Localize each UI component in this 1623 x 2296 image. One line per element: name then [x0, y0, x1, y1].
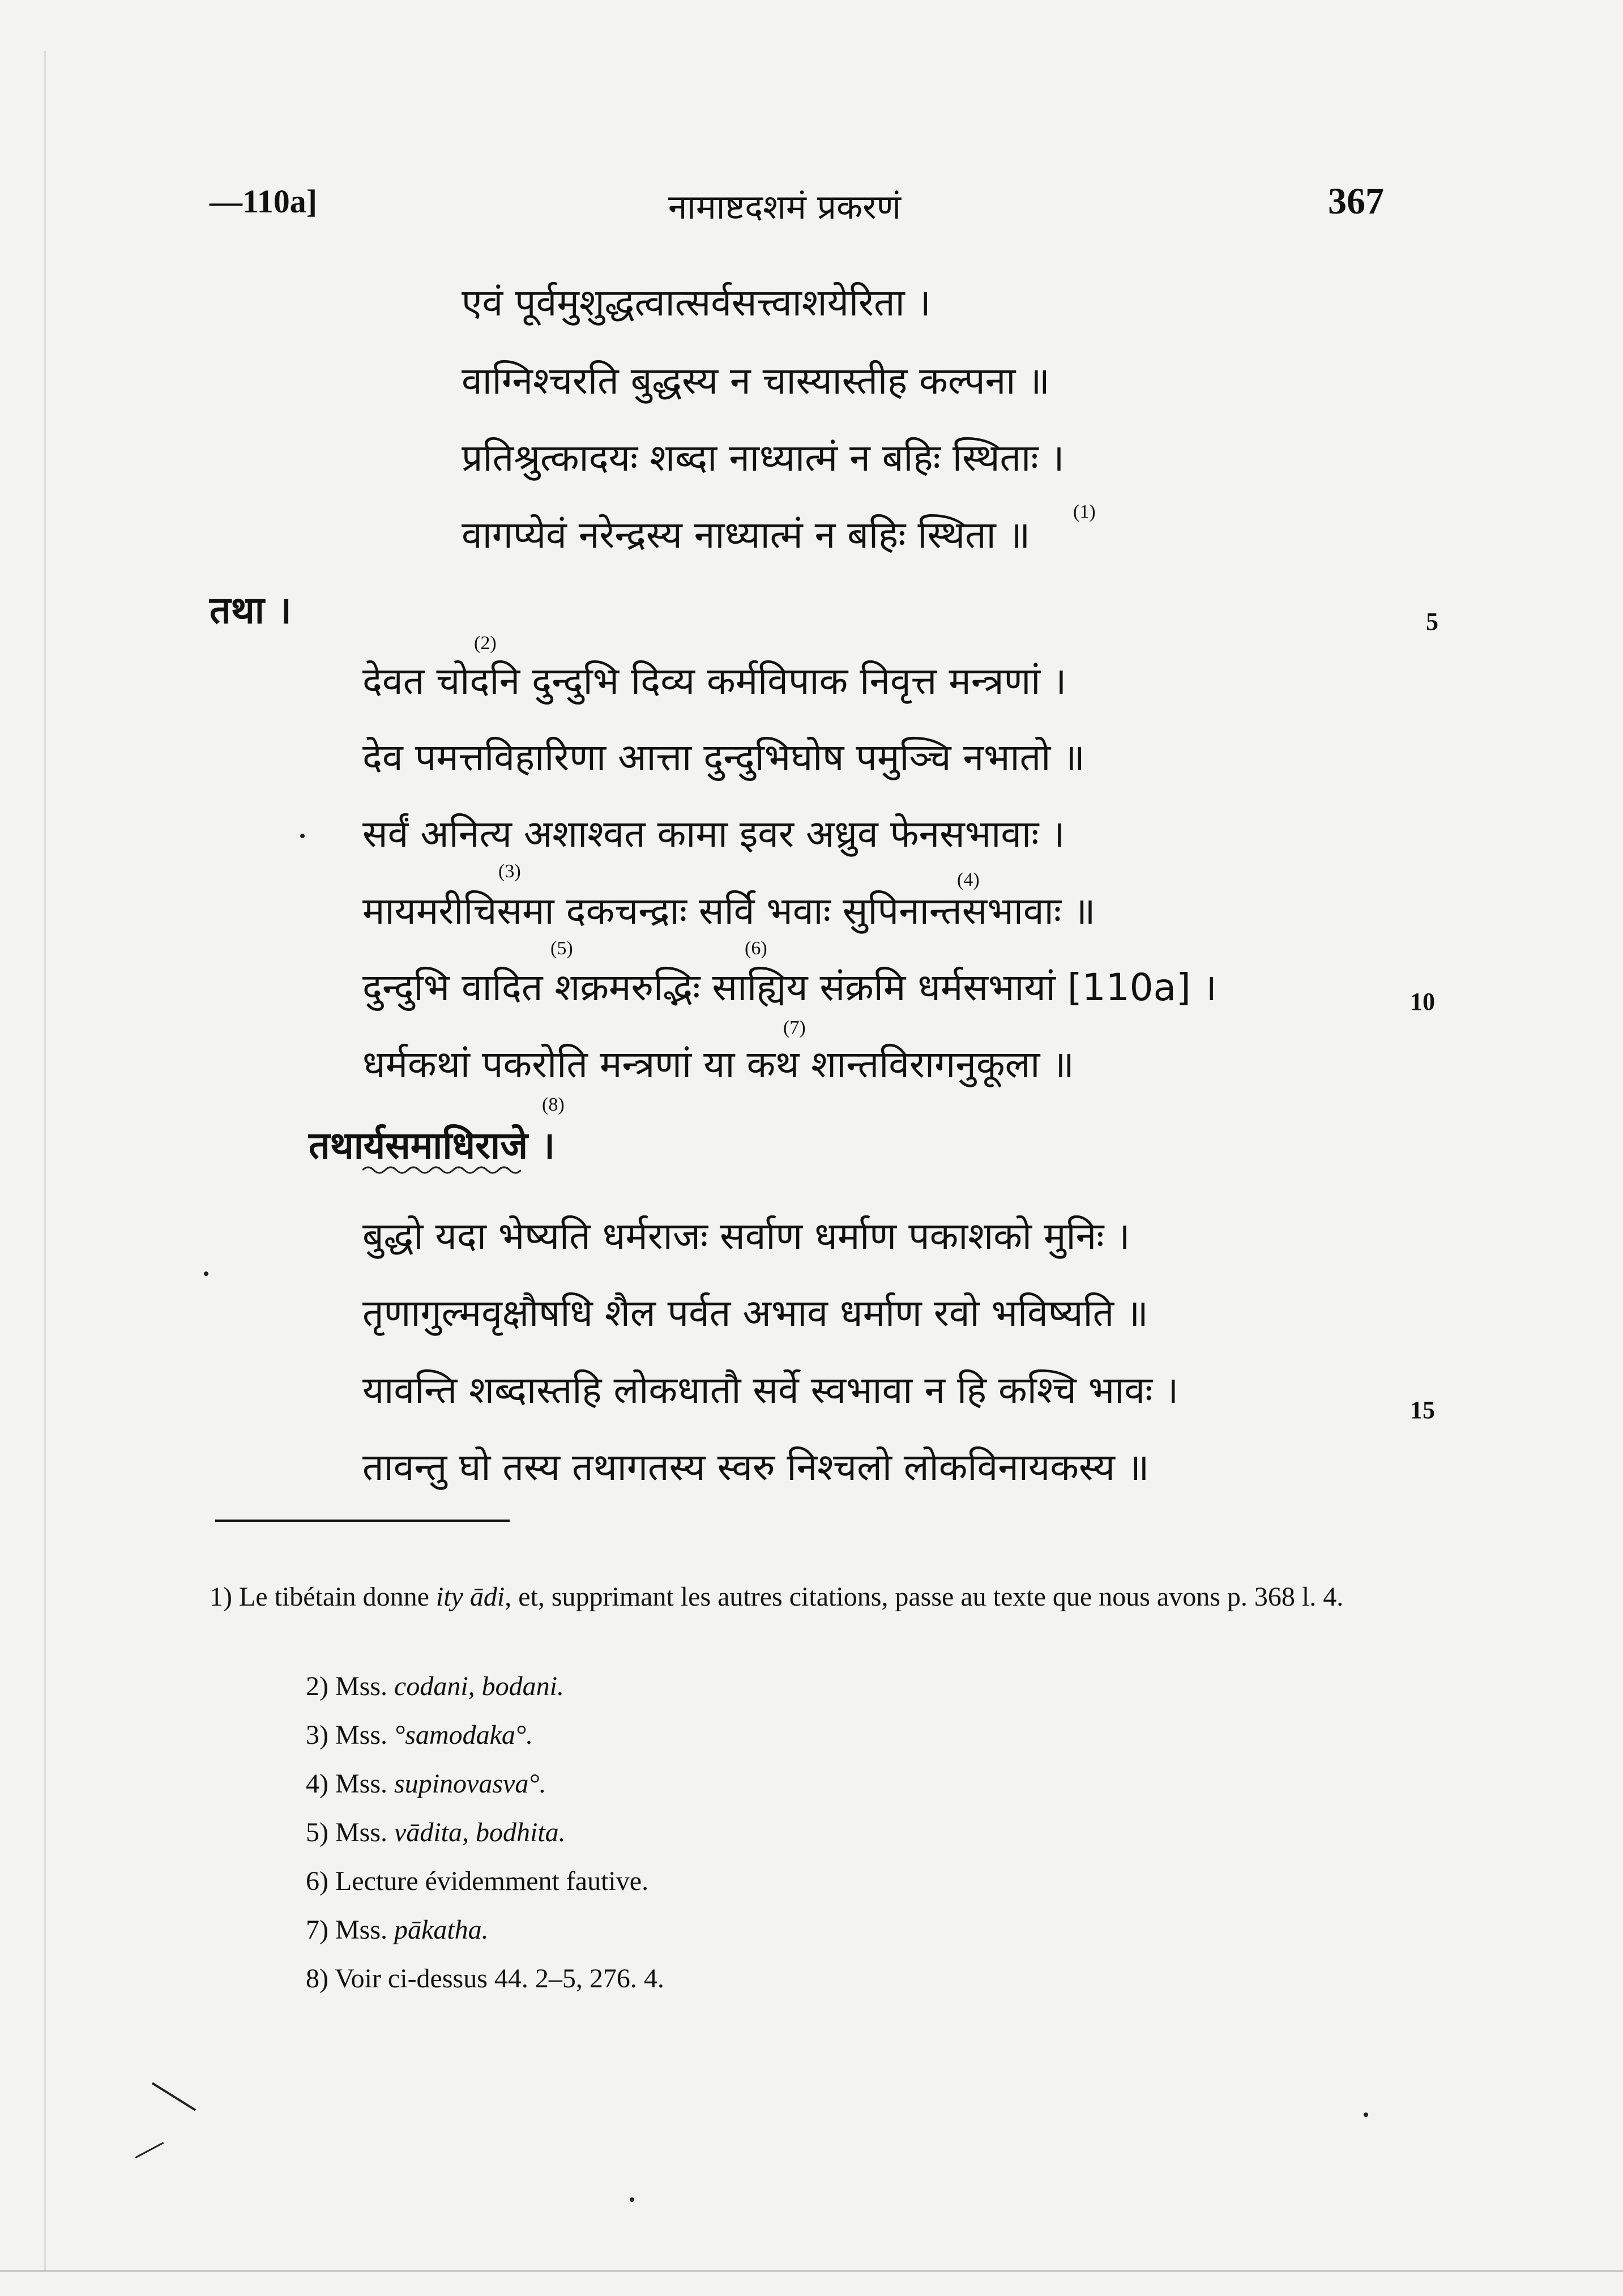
footnote-1-part-1: Le tibétain donne: [238, 1582, 436, 1612]
verse-line-6: देव पमत्तविहारिणा आत्ता दुन्दुभिघोष पमुञ्चि नभातो ॥: [362, 736, 1085, 779]
footnote-4-part-1: Mss.: [335, 1769, 395, 1799]
footnote-2-number: 2): [306, 1671, 328, 1701]
scan-mark-1: [152, 2082, 196, 2111]
verse-line-14: तावन्तु घो तस्य तथागतस्य स्वरु निश्चलो लोकविनायकस्य ॥: [362, 1445, 1150, 1489]
scan-dot-1: [630, 2197, 634, 2202]
verse-line-2: वाग्निश्चरति बुद्धस्य न चास्यास्तीह कल्पना ॥: [462, 359, 1050, 403]
footnote-ref-1: (1): [1073, 501, 1096, 522]
verse-line-8: मायमरीचिसमा दकचन्द्राः सर्वि भवाः सुपिनान्तसभावाः ॥: [362, 889, 1096, 933]
verse-line-13: यावन्ति शब्दास्तहि लोकधातौ सर्वे स्वभावा न हि कश्चि भावः ।: [362, 1368, 1179, 1412]
footnote-7-part-1: Mss.: [335, 1915, 395, 1945]
verse-line-4: [462, 513, 1031, 557]
page-number: 367: [1328, 181, 1384, 222]
footnote-5-part-1: Mss.: [335, 1817, 395, 1847]
verse-line-9: दुन्दुभि वादित शक्रमरुद्भिः साह्यिय संक्रमि धर्मसभायां [110a] ।: [362, 966, 1217, 1009]
footnote-1-part-3: , et, supprimant les autres citations, passe au texte que nous avons p. 368 l. 4.: [505, 1582, 1344, 1612]
footnote-8-part-1: Voir ci-dessus 44. 2–5, 276. 4.: [335, 1964, 664, 1994]
verse-line-12: तृणागुल्मवृक्षौषधि शैल पर्वत अभाव धर्माण रवो भविष्यति ॥: [362, 1291, 1148, 1335]
verse-line-11: बुद्धो यदा भेष्यति धर्मराजः सर्वाण धर्माण पकाशको मुनिः ।: [362, 1214, 1130, 1258]
footnote-7: [306, 1914, 489, 1945]
footnote-1-number: 1): [210, 1582, 232, 1612]
footnote-1: [210, 1581, 1399, 1612]
verse-line-5: देवत चोदनि दुन्दुभि दिव्य कर्मविपाक निवृत्त मन्त्रणां ।: [362, 659, 1067, 703]
line-number-15: 15: [1410, 1396, 1435, 1424]
footnote-4: [306, 1768, 546, 1799]
verse-line-1: एवं पूर्वमुशुद्धत्वात्सर्वसत्त्वाशयेरिता ।: [462, 281, 931, 325]
footnote-2: [306, 1671, 564, 1702]
footnote-ref-4: (4): [957, 869, 980, 890]
scan-mark-2: [135, 2142, 164, 2158]
footnote-3: [306, 1719, 533, 1751]
footnote-4-number: 4): [306, 1769, 328, 1799]
verse-line-4-text: वागप्येवं नरेन्द्रस्य नाध्यात्मं न बहिः स्थिता ॥: [462, 513, 1031, 557]
running-header-reference: —110a]: [210, 183, 318, 220]
footnote-5-part-2: vādita, bodhita.: [394, 1817, 566, 1847]
footnote-3-part-2: °samodaka°.: [394, 1720, 533, 1750]
footnote-5: [306, 1817, 566, 1848]
scan-dot-2: [1364, 2113, 1368, 2117]
footnote-4-part-2: supinovasva°.: [394, 1769, 546, 1799]
footnote-ref-5: (5): [550, 938, 573, 959]
footnote-ref-3: (3): [498, 861, 521, 882]
footnote-6-part-1: Lecture évidemment fautive.: [335, 1866, 649, 1896]
footnote-2-part-1: Mss.: [335, 1671, 395, 1701]
tatha-label: तथा ।: [210, 588, 292, 632]
left-margin-line: [44, 51, 46, 2271]
scan-dot-4: [204, 1271, 208, 1276]
scan-dot-3: [300, 834, 305, 838]
footnote-separator: [215, 1520, 510, 1522]
footnote-8-number: 8): [306, 1964, 328, 1994]
verse-line-3: प्रतिश्रुत्कादयः शब्दा नाध्यात्मं न बहिः स्थिताः ।: [462, 436, 1065, 480]
footnote-2-part-2: codani, bodani.: [394, 1671, 565, 1701]
running-header-title: नामाष्टदशमं प्रकरणं: [668, 187, 902, 227]
footnote-6-number: 6): [306, 1866, 328, 1896]
footnote-3-number: 3): [306, 1720, 328, 1750]
footnote-7-number: 7): [306, 1915, 328, 1945]
footnote-ref-6: (6): [745, 938, 767, 959]
footnote-ref-8: (8): [542, 1094, 565, 1115]
footnote-8: [306, 1963, 664, 1994]
bottom-scan-edge: [0, 2270, 1623, 2272]
footnote-5-number: 5): [306, 1817, 328, 1847]
line-number-10: 10: [1410, 988, 1435, 1015]
footnote-6: [306, 1866, 648, 1897]
line-number-5: 5: [1426, 608, 1438, 635]
samadhiraja-label: तथार्यसमाधिराजे ।: [309, 1124, 556, 1167]
footnote-ref-2: (2): [474, 633, 497, 654]
verse-line-7: सर्वं अनित्य अशाश्वत कामा इवर अध्रुव फेनसभावाः ।: [362, 812, 1065, 856]
wavy-underline: [362, 1162, 521, 1177]
footnote-ref-7: (7): [783, 1017, 806, 1038]
verse-line-10: धर्मकथां पकरोति मन्त्रणां या कथ शान्तविरागनुकूला ॥: [362, 1043, 1074, 1086]
footnote-3-part-1: Mss.: [335, 1720, 395, 1750]
footnote-1-part-2: ity ādi: [435, 1582, 505, 1612]
footnote-7-part-2: pākatha.: [394, 1915, 489, 1945]
